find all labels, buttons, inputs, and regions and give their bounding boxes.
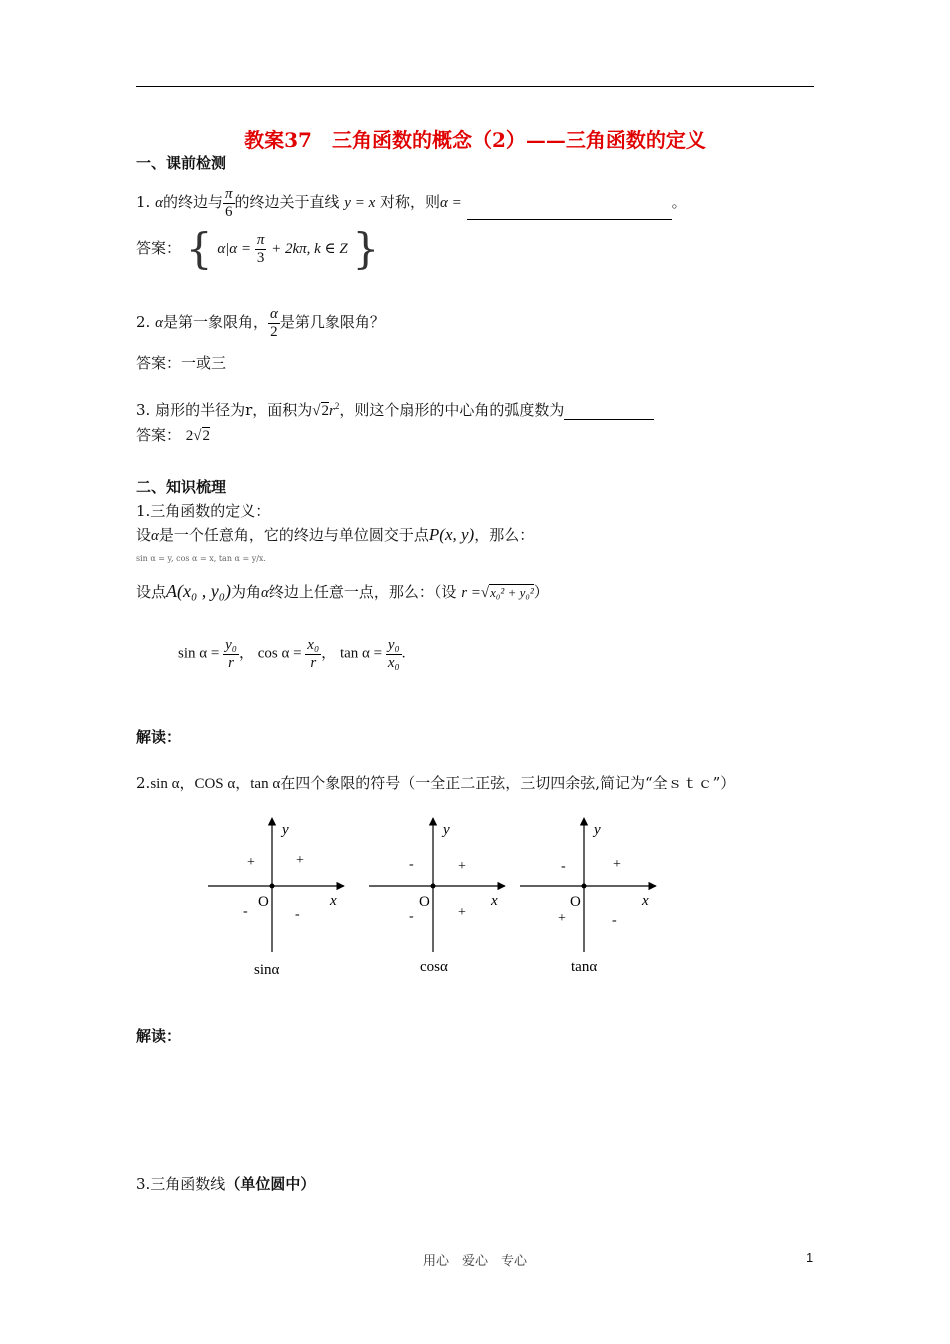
tiny-definition: sin α = y, cos α = x, tan α = y/x. (136, 554, 266, 563)
q4-sign: + (458, 905, 466, 920)
definition-line-2: 设点A(x₀ , y₀)为角α终边上任意一点，那么：（设 r =√x₀² + y₀²） (136, 581, 549, 601)
q1-sign: + (458, 859, 466, 874)
q3-sign: - (243, 904, 248, 919)
q1-sign: + (613, 857, 621, 872)
fraction-pi-6: $\frac{\pi}{6}$ (224, 186, 233, 220)
cos-diagram (369, 818, 505, 975)
answer-blank-3 (564, 419, 654, 420)
header-rule (136, 86, 814, 87)
quadrant-diagrams (200, 812, 670, 992)
definition-line-1: 设α是一个任意角，它的终边与单位圆交于点P(x, y)，那么： (136, 525, 535, 544)
tan-diagram (520, 818, 656, 975)
definition-heading: 1.三角函数的定义： (136, 502, 271, 520)
sqrt-r: √x₀² + y₀² (480, 585, 534, 601)
answer-1: 答案： { α|α = $\frac{\pi}{3}$ + 2kπ, k ∈ Z } (136, 224, 380, 273)
q4-sign: - (295, 907, 300, 922)
y-axis-label: y (443, 822, 450, 838)
q3-sign: - (409, 909, 414, 924)
diagram-label: tanα (571, 959, 598, 975)
page-title: 教案37 三角函数的概念（2）——三角函数的定义 (244, 128, 706, 152)
diagram-label: sinα (254, 962, 280, 978)
right-brace: } (352, 224, 380, 273)
fraction-alpha-2: $\frac{\alpha}{2}$ (269, 306, 278, 340)
q1-sign: + (296, 853, 304, 868)
fraction-pi-3: $\frac{\pi}{3}$ (256, 232, 265, 266)
y-axis-label: y (282, 822, 289, 838)
sqrt-2-r2: $√2r^2$ (312, 401, 340, 419)
left-brace: { (185, 224, 213, 273)
origin-label: O (419, 894, 430, 910)
fraction-cos: $\frac{\text{x₀}}{r}$ (307, 637, 320, 671)
y-axis-label: y (594, 822, 601, 838)
q2-sign: - (409, 857, 414, 872)
fraction-tan: $\frac{\text{y₀}}{\text{x₀}}$ (387, 637, 400, 671)
question-1: 1. α的终边与 $\frac{\pi}{6}$ 的终边关于直线 y = x 对称，则α = 。 (136, 186, 687, 220)
answer-2: 答案：一或三 (136, 354, 227, 372)
x-axis-label: x (642, 893, 649, 909)
q2-sign: - (561, 859, 566, 874)
trig-lines-heading: 3.三角函数线（单位圆中） (136, 1175, 316, 1193)
section-heading-1: 一、课前检测 (136, 154, 227, 172)
page-number: 1 (806, 1250, 814, 1265)
jiedu-label-2: 解读： (136, 1027, 182, 1045)
answer-blank-1 (467, 219, 672, 220)
two-sqrt-2: 2√2 (185, 428, 211, 444)
sin-diagram (208, 818, 344, 978)
x-axis-label: x (491, 893, 498, 909)
jiedu-label-1: 解读： (136, 728, 182, 746)
origin-label: O (570, 894, 581, 910)
x-axis-label: x (330, 893, 337, 909)
page-footer: 用心 爱心 专心 (422, 1254, 527, 1269)
section-heading-2: 二、知识梳理 (136, 478, 227, 496)
fraction-sin: $\frac{\text{y₀}}{r}$ (225, 637, 237, 671)
question-3: 3. 扇形的半径为r，面积为$√2r^2$，则这个扇形的中心角的弧度数为 (136, 399, 654, 420)
q3-sign: + (558, 911, 566, 926)
answer-3: 答案： 2√2 (136, 426, 211, 444)
question-2: 2. α是第一象限角， $\frac{\alpha}{2}$ 是第几象限角？ (136, 306, 385, 340)
q2-sign: + (247, 855, 255, 870)
diagram-label: cosα (420, 959, 448, 975)
quadrant-signs-text: 2.sin α，COS α，tan α在四个象限的符号（一全正二正弦，三切四余弦,简记为“全ｓｔｃ”） (136, 774, 736, 792)
q4-sign: - (612, 913, 617, 928)
formulas-row: sin α = $\frac{\text{y₀}}{r}$ ， cos α = $\frac{\text{x₀}}{r}$ ， tan α = $\frac{\text{y₀}}{\text{x₀}}$ . (178, 637, 406, 671)
origin-label: O (258, 894, 269, 910)
